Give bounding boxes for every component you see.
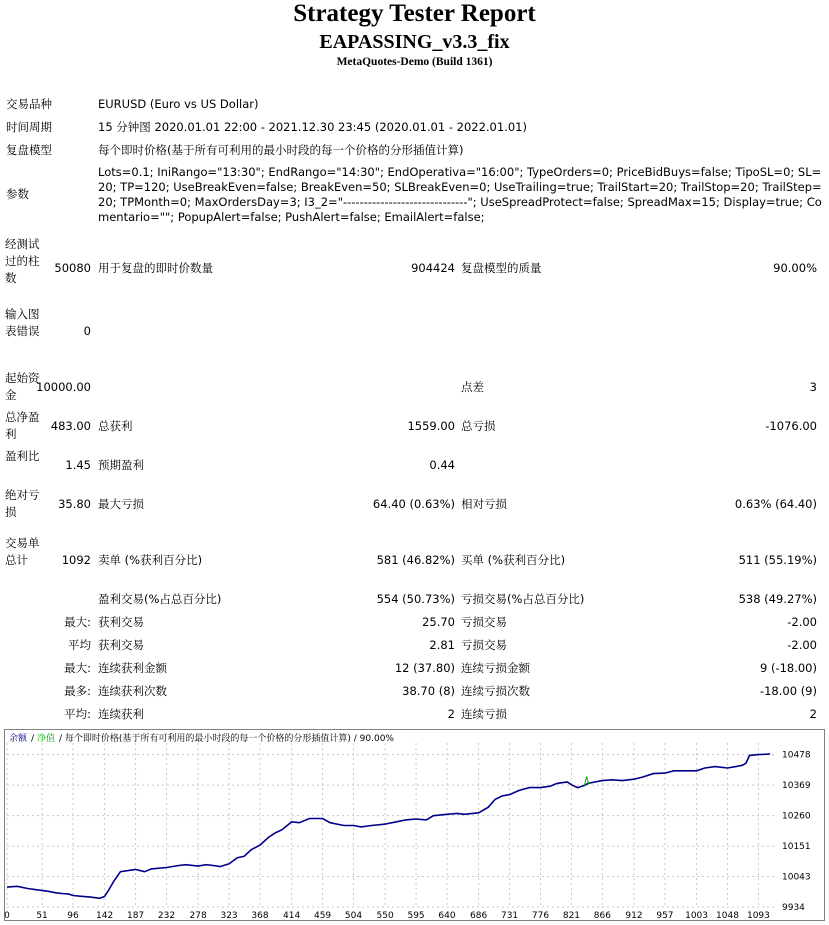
x-tick-label: 595 xyxy=(407,911,425,921)
params-label: 参数 xyxy=(6,187,29,201)
report-title: Strategy Tester Report xyxy=(293,0,536,27)
y-tick-label: 9934 xyxy=(782,903,805,913)
model-label: 复盘模型 xyxy=(6,143,52,157)
total-trades-value: 1092 xyxy=(61,553,91,567)
x-tick-label: 368 xyxy=(251,911,269,921)
x-tick-label: 414 xyxy=(283,911,301,921)
x-tick-label: 1003 xyxy=(685,911,709,921)
quality-value: 90.00% xyxy=(773,261,817,275)
loss-trades-label: 亏损交易(%占总百分比) xyxy=(461,592,585,606)
x-tick-label: 232 xyxy=(157,911,176,921)
spread-label: 点差 xyxy=(461,380,484,394)
rel-drawdown-label: 相对亏损 xyxy=(461,497,507,511)
x-tick-label: 142 xyxy=(96,911,114,921)
avg-profit-value: 2.81 xyxy=(429,638,455,652)
ticks-value: 904424 xyxy=(411,261,455,275)
loss-trades-value: 538 (49.27%) xyxy=(738,592,817,606)
period-label: 时间周期 xyxy=(6,120,52,134)
avg-loss-label: 亏损交易 xyxy=(461,638,507,652)
avg-cons-win-value: 2 xyxy=(447,707,455,721)
profit-trades-label: 盈利交易(%占总百分比) xyxy=(98,592,222,606)
y-tick-label: 10043 xyxy=(782,872,811,883)
profit-factor-value: 1.45 xyxy=(65,458,91,472)
most-cons-loss-value: -18.00 (9) xyxy=(759,684,817,698)
x-tick-label: 187 xyxy=(126,911,145,921)
gross-profit-label: 总获利 xyxy=(98,419,133,433)
payoff-value: 0.44 xyxy=(429,458,455,472)
average2-prefix: 平均: xyxy=(64,707,91,721)
payoff-label: 预期盈利 xyxy=(98,458,144,472)
gross-loss-value: -1076.00 xyxy=(765,419,817,433)
bars-label: 经测试过的柱数 xyxy=(5,237,40,285)
build-info: MetaQuotes-Demo (Build 1361) xyxy=(336,56,493,68)
x-tick-label: 957 xyxy=(656,911,674,921)
avg-cons-loss-value: 2 xyxy=(809,707,817,721)
most-cons-profit-value: 38.70 (8) xyxy=(402,684,455,698)
largest-profit-label: 获利交易 xyxy=(98,615,144,629)
symbol-value: EURUSD (Euro vs US Dollar) xyxy=(98,97,259,111)
profit-trades-value: 554 (50.73%) xyxy=(376,592,455,606)
legend-balance: 余额 xyxy=(9,734,28,744)
chart-frame xyxy=(5,730,825,921)
x-tick-label: 821 xyxy=(562,911,581,921)
ea-name: EAPASSING_v3.3_fix xyxy=(319,31,510,53)
ticks-label: 用于复盘的即时价数量 xyxy=(98,261,213,275)
x-tick-label: 459 xyxy=(313,911,332,921)
x-tick-label: 96 xyxy=(67,911,79,921)
model-value: 每个即时价格(基于所有可利用的最小时段的每一个价格的分形插值计算) xyxy=(98,143,464,157)
long-trades-label: 买单 (%获利百分比) xyxy=(461,553,566,567)
profit-factor-label: 盈利比 xyxy=(5,449,40,463)
y-tick-label: 10369 xyxy=(782,781,811,792)
x-tick-label: 686 xyxy=(470,911,488,921)
quality-label: 复盘模型的质量 xyxy=(461,261,542,275)
avg-cons-win-label: 连续获利 xyxy=(98,707,144,721)
bars-value: 50080 xyxy=(54,261,91,275)
max-cons-loss-value: 9 (-18.00) xyxy=(759,661,817,675)
largest-loss-value: -2.00 xyxy=(787,615,817,629)
y-tick-label: 10151 xyxy=(782,842,811,853)
legend-description: / 每个即时价格(基于所有可利用的最小时段的每一个价格的分形插值计算) / 90.00% xyxy=(59,734,394,744)
x-tick-label: 731 xyxy=(500,911,519,921)
most-prefix: 最多: xyxy=(64,684,91,698)
x-tick-label: 866 xyxy=(593,911,611,921)
y-tick-label: 10260 xyxy=(782,811,811,822)
y-tick-label: 10478 xyxy=(782,750,811,761)
x-tick-label: 640 xyxy=(438,911,456,921)
x-tick-label: 1048 xyxy=(716,911,739,921)
long-trades-value: 511 (55.19%) xyxy=(738,553,817,567)
x-tick-label: 550 xyxy=(376,911,394,921)
deposit-label: 起始资金 xyxy=(5,371,40,402)
max-drawdown-label: 最大亏损 xyxy=(98,497,144,511)
largest-profit-value: 25.70 xyxy=(422,615,455,629)
max-cons-loss-label: 连续亏损金额 xyxy=(461,661,530,675)
x-tick-label: 323 xyxy=(220,911,238,921)
most-cons-profit-label: 连续获利次数 xyxy=(98,684,167,698)
x-tick-label: 51 xyxy=(36,911,48,921)
deposit-value: 10000.00 xyxy=(36,380,91,394)
errors-value: 0 xyxy=(83,324,91,338)
x-tick-label: 776 xyxy=(531,911,550,921)
x-tick-label: 0 xyxy=(4,911,10,921)
balance-chart xyxy=(4,729,825,921)
legend-equity: 净值 xyxy=(37,734,56,744)
largest-loss-label: 亏损交易 xyxy=(461,615,507,629)
params-value: Lots=0.1; IniRango="13:30"; EndRango="14:30"; EndOperativa="16:00"; TypeOrders=0; PriceBidBuys=false; TipoSL=0; SL=20; TP=120; UseBreakEven=false; BreakEven=50; SLBreakEven=0; UseTrailing=true; TrailStart=20; TrailStop=20; TrailStep=20; TPMonth=0; MaxOrdersDay=3; I3_2="------------------------------"; UseSpreadProtect=false; SpreadMax=15; Display=true; Comentario=""; PopupAlert=false; PushAlert=false; EmailAlert=false; xyxy=(98,165,822,224)
abs-drawdown-value: 35.80 xyxy=(58,497,91,511)
total-trades-label: 交易单总计 xyxy=(5,536,40,567)
errors-label: 输入图表错误 xyxy=(5,307,40,338)
legend-sep1: / xyxy=(31,734,35,744)
x-tick-label: 278 xyxy=(189,911,207,921)
max-cons-win-label: 连续获利金额 xyxy=(98,661,167,675)
net-profit-value: 483.00 xyxy=(50,419,91,433)
net-profit-label: 总净盈利 xyxy=(5,410,40,441)
largest-prefix: 最大: xyxy=(64,615,91,629)
max-cons-win-value: 12 (37.80) xyxy=(394,661,455,675)
x-tick-label: 1093 xyxy=(746,911,770,921)
period-value: 15 分钟图 2020.01.01 22:00 - 2021.12.30 23:45 (2020.01.01 - 2022.01.01) xyxy=(98,120,527,134)
gross-profit-value: 1559.00 xyxy=(407,419,455,433)
maximum-prefix: 最大: xyxy=(64,661,91,675)
avg-cons-loss-label: 连续亏损 xyxy=(461,707,507,721)
short-trades-value: 581 (46.82%) xyxy=(376,553,455,567)
average-prefix: 平均 xyxy=(68,638,91,652)
symbol-label: 交易品种 xyxy=(6,97,52,111)
rel-drawdown-value: 0.63% (64.40) xyxy=(734,497,817,511)
avg-loss-value: -2.00 xyxy=(787,638,817,652)
short-trades-label: 卖单 (%获利百分比) xyxy=(98,553,203,567)
abs-drawdown-label: 绝对亏损 xyxy=(5,488,40,519)
spread-value: 3 xyxy=(809,380,817,394)
avg-profit-label: 获利交易 xyxy=(98,638,144,652)
gross-loss-label: 总亏损 xyxy=(461,419,496,433)
max-drawdown-value: 64.40 (0.63%) xyxy=(372,497,455,511)
x-tick-label: 912 xyxy=(625,911,643,921)
most-cons-loss-label: 连续亏损次数 xyxy=(461,684,530,698)
x-tick-label: 504 xyxy=(344,911,363,921)
